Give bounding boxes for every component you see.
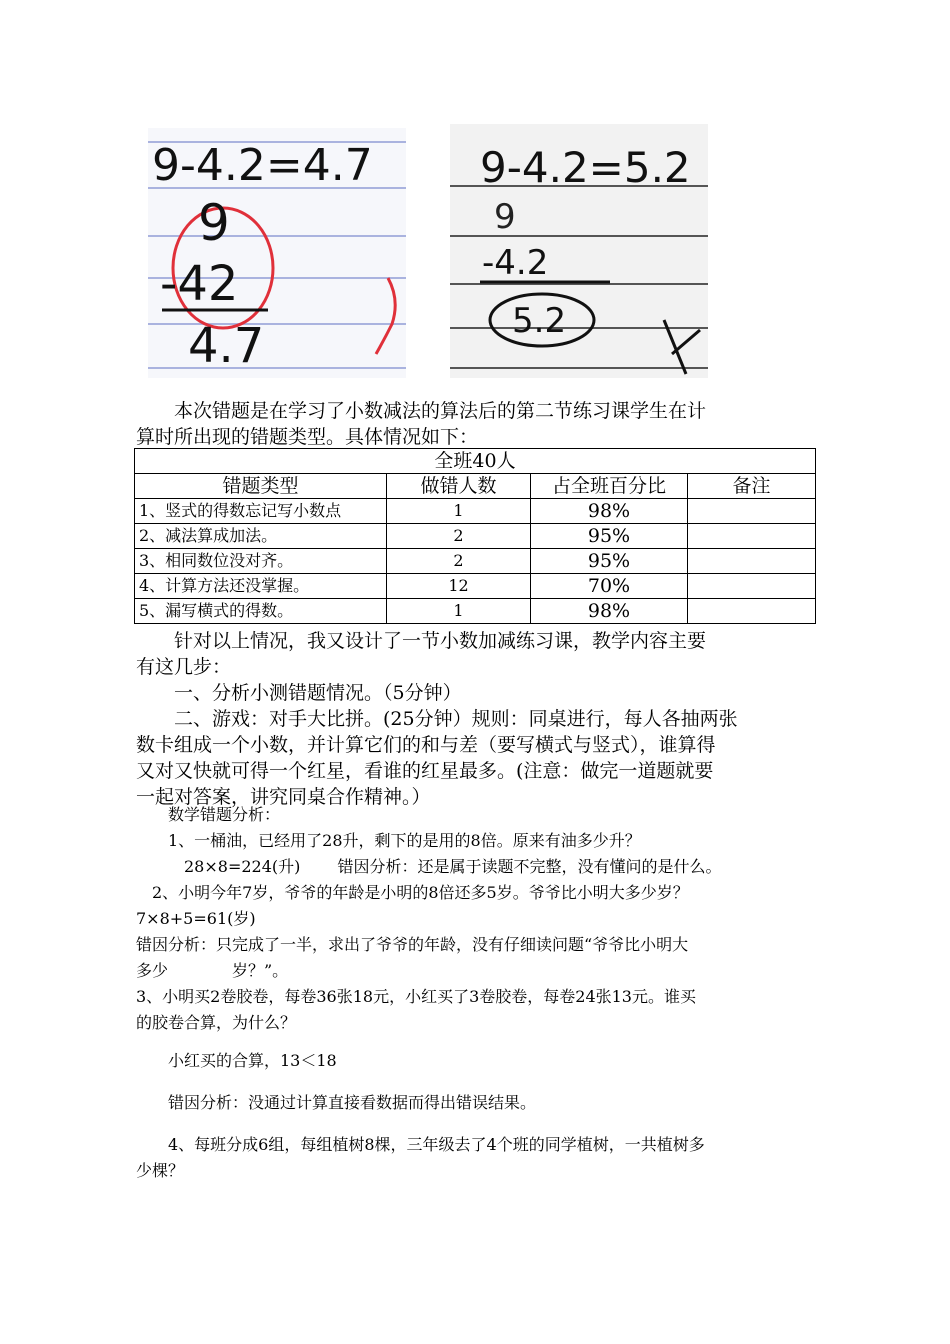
analysis-heading: 数学错题分析： bbox=[136, 805, 281, 824]
row-percent: 98% bbox=[531, 599, 688, 624]
error-stats-table bbox=[134, 448, 816, 624]
table-row bbox=[135, 524, 816, 549]
handwriting-equation: 9-4.2=4.7 bbox=[152, 140, 373, 191]
analysis-q3: 3、小明买2卷胶卷，每卷36张18元，小红买了3卷胶卷，每卷24张13元。谁买 bbox=[136, 987, 696, 1006]
table-row bbox=[135, 499, 816, 524]
analysis-q2: 2、小明今年7岁，爷爷的年龄是小明的8倍还多5岁。爷爷比小明大多少岁？ bbox=[136, 883, 689, 902]
handwriting-minus: -42 bbox=[160, 256, 239, 312]
lined-paper-sketch bbox=[450, 124, 708, 378]
row-note bbox=[688, 599, 816, 624]
analysis-q3-reason: 错因分析：没通过计算直接看数据而得出错误结果。 bbox=[136, 1093, 537, 1112]
analysis-q4: 少棵？ bbox=[136, 1161, 185, 1180]
header-count: 做错人数 bbox=[387, 474, 531, 499]
row-note bbox=[688, 549, 816, 574]
handwritten-photo-right bbox=[450, 124, 708, 378]
row-count: 12 bbox=[387, 574, 531, 599]
analysis-q3-answer: 小红买的合算，13＜18 bbox=[136, 1051, 337, 1070]
body-line: 二、游戏：对手大比拼。(25分钟）规则：同桌进行，每人各抽两张 bbox=[136, 708, 738, 730]
body-line: 一、分析小测错题情况。（5分钟） bbox=[136, 682, 462, 704]
row-note bbox=[688, 574, 816, 599]
intro-line-1: 本次错题是在学习了小数减法的算法后的第二节练习课学生在计 bbox=[136, 400, 707, 422]
analysis-q1-answer: 28×8=224(升) 错因分析：还是属于读题不完整，没有懂问的是什么。 bbox=[136, 857, 722, 876]
row-type: 3、相同数位没对齐。 bbox=[135, 549, 387, 574]
row-percent: 95% bbox=[531, 549, 688, 574]
body-line: 有这几步： bbox=[136, 656, 232, 678]
analysis-q2-reason: 多少 岁？”。 bbox=[136, 961, 289, 980]
handwriting-result: 4.7 bbox=[188, 318, 265, 374]
lined-paper-sketch bbox=[148, 128, 406, 378]
body-line: 针对以上情况，我又设计了一节小数加减练习课，教学内容主要 bbox=[136, 630, 707, 652]
row-type: 4、计算方法还没掌握。 bbox=[135, 574, 387, 599]
row-count: 1 bbox=[387, 499, 531, 524]
handwriting-result: 5.2 bbox=[512, 301, 567, 341]
row-percent: 70% bbox=[531, 574, 688, 599]
analysis-q1: 1、一桶油，已经用了28升，剩下的是用的8倍。原来有油多少升？ bbox=[136, 831, 641, 850]
table-header-row bbox=[135, 474, 816, 499]
handwriting-equation: 9-4.2=5.2 bbox=[480, 143, 691, 192]
row-type: 1、竖式的得数忘记写小数点 bbox=[135, 499, 387, 524]
analysis-q2-reason: 错因分析：只完成了一半，求出了爷爷的年龄，没有仔细读问题“爷爷比小明大 bbox=[136, 935, 689, 954]
row-note bbox=[688, 499, 816, 524]
row-count: 2 bbox=[387, 524, 531, 549]
row-percent: 98% bbox=[531, 499, 688, 524]
handwriting-minus: -4.2 bbox=[482, 243, 549, 283]
row-percent: 95% bbox=[531, 524, 688, 549]
handwriting-top: 9 bbox=[494, 197, 516, 237]
body-line: 又对又快就可得一个红星，看谁的红星最多。(注意：做完一道题就要 bbox=[136, 760, 714, 782]
header-note: 备注 bbox=[688, 474, 816, 499]
header-type: 错题类型 bbox=[135, 474, 387, 499]
row-count: 1 bbox=[387, 599, 531, 624]
row-note bbox=[688, 524, 816, 549]
row-type: 2、减法算成加法。 bbox=[135, 524, 387, 549]
handwriting-top: 9 bbox=[198, 194, 230, 252]
table-row bbox=[135, 574, 816, 599]
header-percent: 占全班百分比 bbox=[531, 474, 688, 499]
body-line: 数卡组成一个小数，并计算它们的和与差（要写横式与竖式），谁算得 bbox=[136, 734, 716, 756]
intro-line-2: 算时所出现的错题类型。具体情况如下： bbox=[136, 426, 479, 448]
body-line: 一起对答案，讲究同桌合作精神。） bbox=[136, 786, 431, 808]
table-row bbox=[135, 549, 816, 574]
analysis-q2-answer: 7×8+5=61(岁) bbox=[136, 909, 256, 928]
analysis-q4: 4、每班分成6组，每组植树8棵，三年级去了4个班的同学植树，一共植树多 bbox=[136, 1135, 705, 1154]
row-type: 5、漏写横式的得数。 bbox=[135, 599, 387, 624]
table-row bbox=[135, 599, 816, 624]
row-count: 2 bbox=[387, 549, 531, 574]
analysis-q3: 的胶卷合算，为什么？ bbox=[136, 1013, 297, 1032]
table-title: 全班40人 bbox=[135, 449, 816, 474]
handwritten-photo-left bbox=[148, 128, 406, 378]
